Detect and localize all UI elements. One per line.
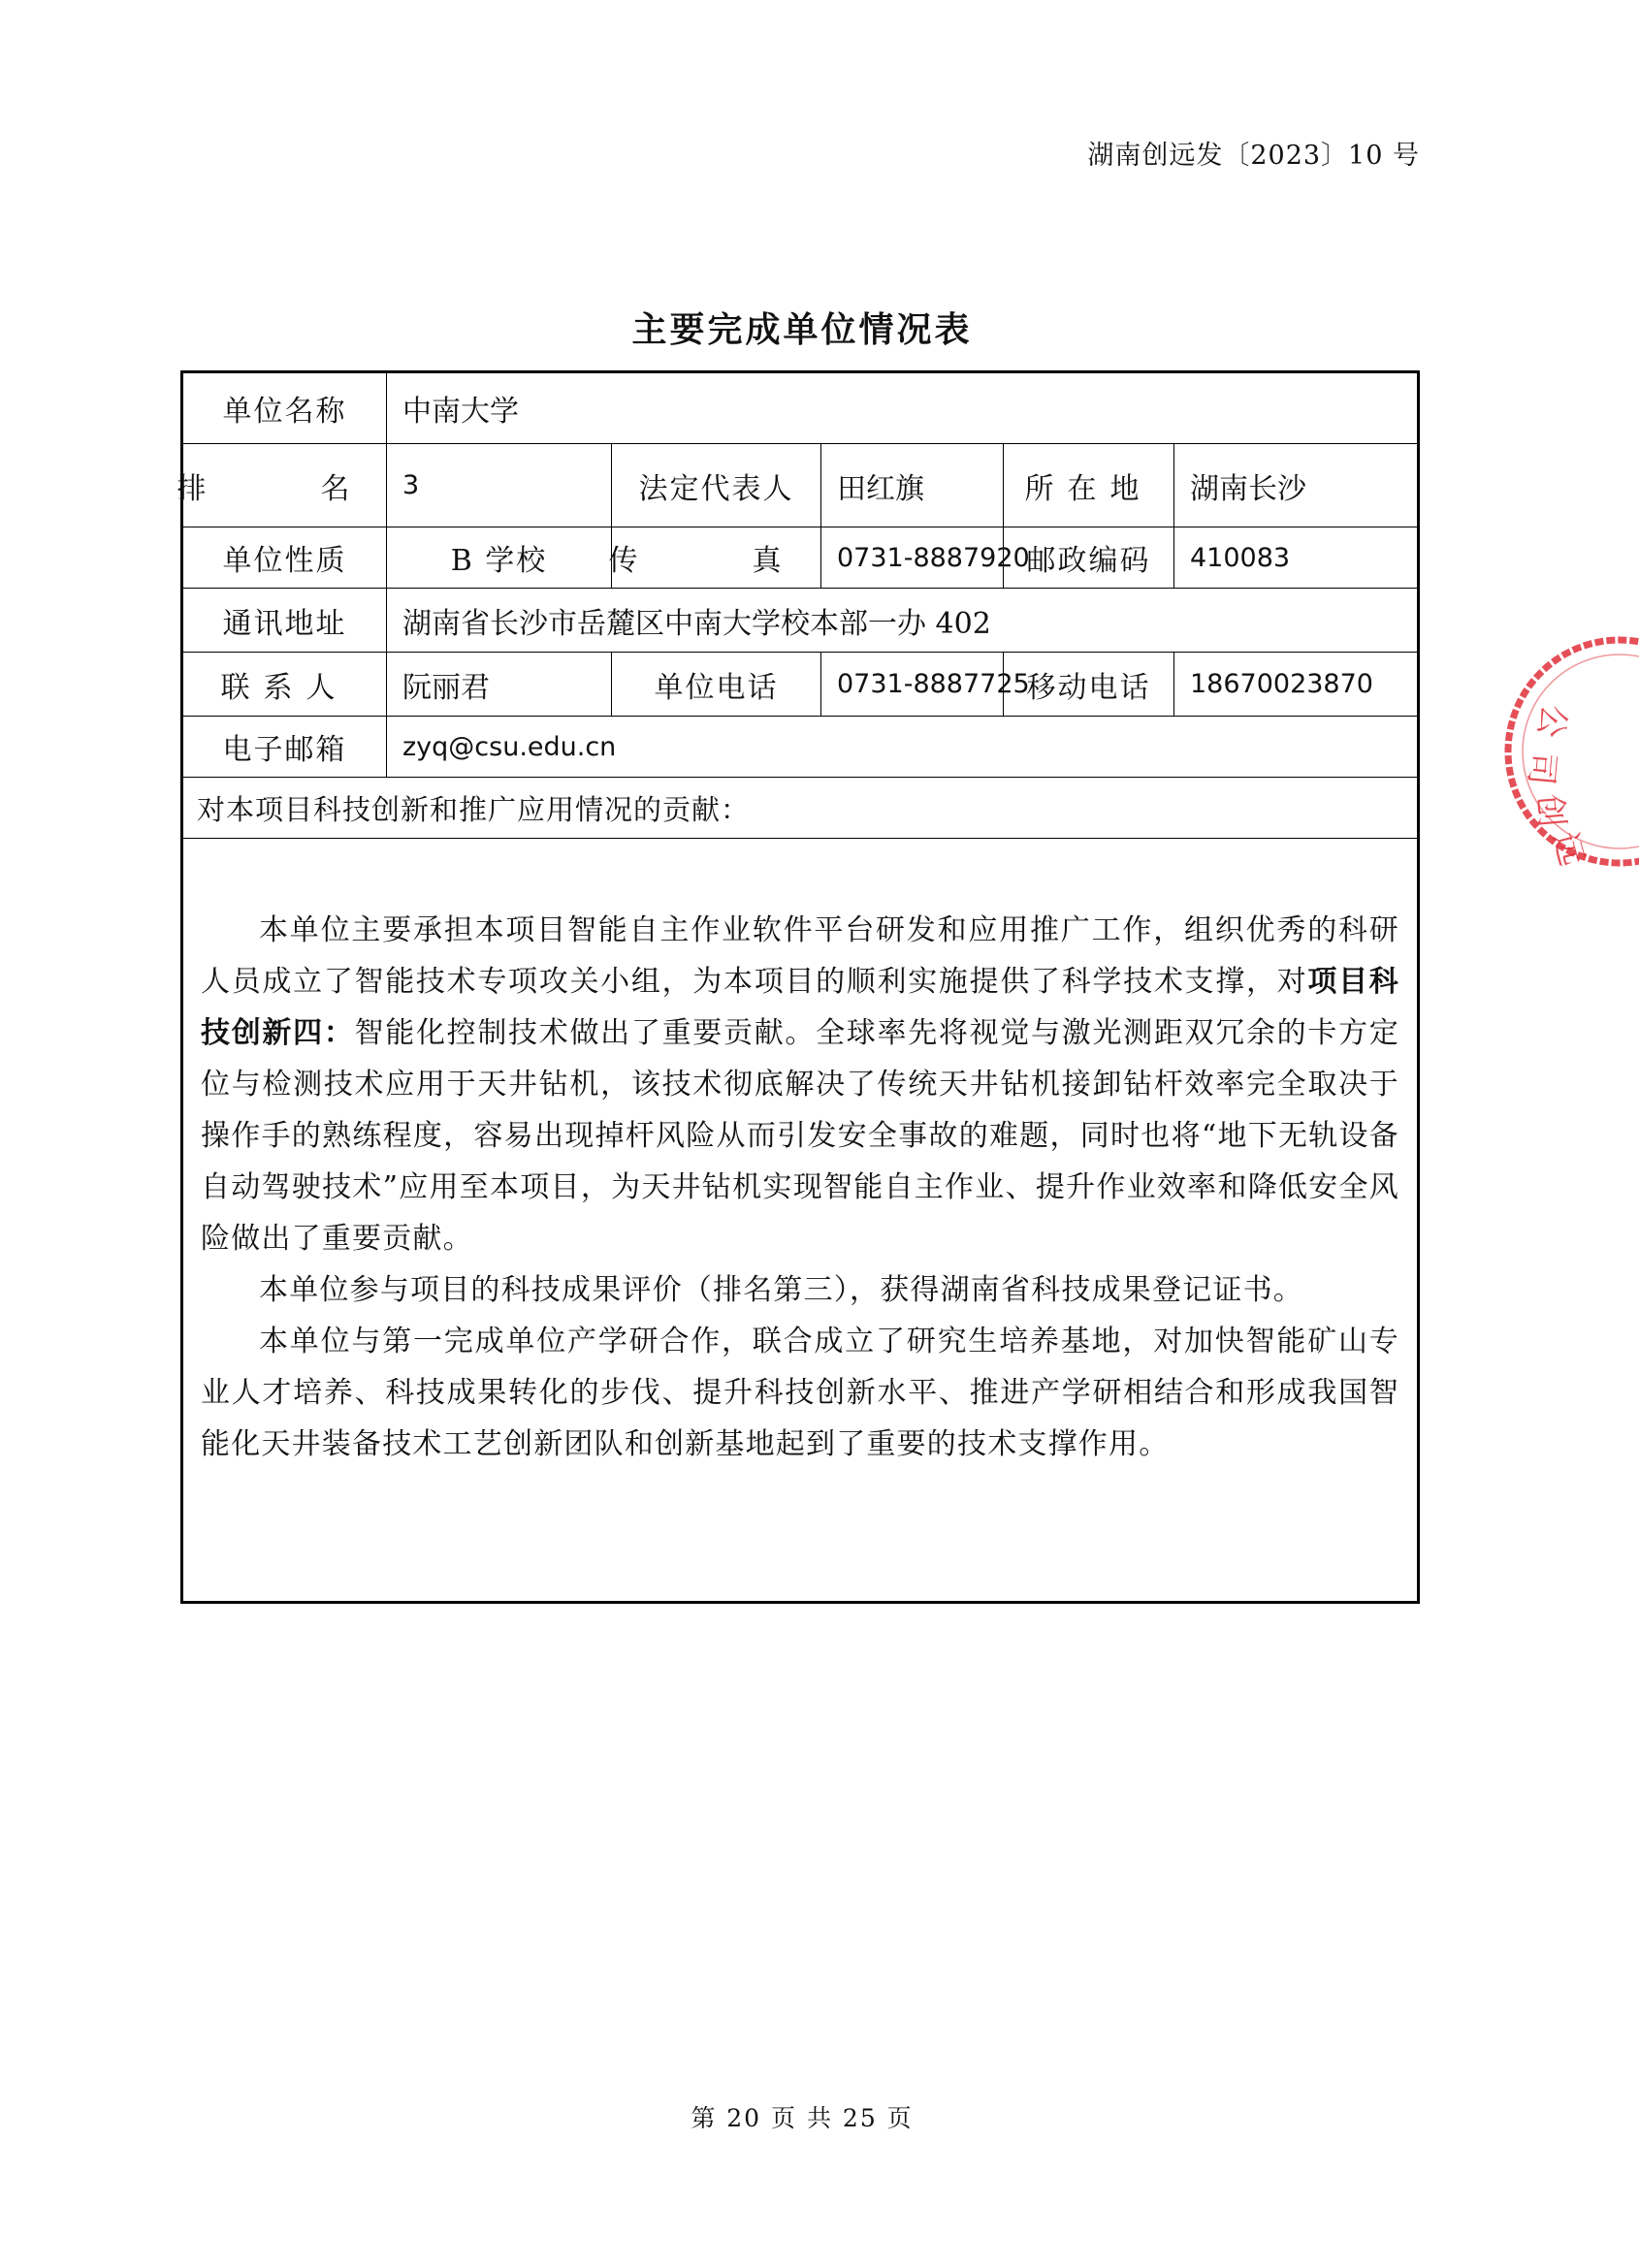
mobile-label: 移动电话 <box>1004 653 1174 716</box>
legal-rep-label: 法定代表人 <box>612 444 821 527</box>
document-number: 湖南创远发〔2023〕10 号 <box>1087 141 1420 171</box>
contribution-paragraph-3: 本单位与第一完成单位产学研合作，联合成立了研究生培养基地，对加快智能矿山专业人才培养、科技成果转化的步伐、提升科技创新水平、推进产学研相结合和形成我国智能化天井装备技术工艺创新团队和创新基地起到了重要的技术支撑作用。 <box>201 1325 1399 1461</box>
unit-info-form <box>177 370 1420 1604</box>
contact-label: 联系人 <box>183 653 387 716</box>
mobile-value: 18670023870 <box>1190 669 1373 699</box>
contribution-label: 对本项目科技创新和推广应用情况的贡献： <box>197 792 751 826</box>
unit-phone-label: 单位电话 <box>612 653 821 716</box>
row-address <box>183 589 1417 653</box>
svg-text:司: 司 <box>1521 751 1562 787</box>
svg-text:公: 公 <box>1529 701 1574 741</box>
rank-value: 3 <box>387 444 612 527</box>
page-footer: 第 20 页 共 25 页 <box>691 2104 914 2132</box>
address-label: 通讯地址 <box>183 589 387 652</box>
location-label: 所在地 <box>1004 444 1174 527</box>
contribution-text <box>201 905 1399 1470</box>
fax-value: 0731-8887920 <box>821 527 1004 588</box>
svg-text:创: 创 <box>1529 792 1571 829</box>
page-title: 主要完成单位情况表 <box>631 309 973 350</box>
paragraph-1-text-b: 智能化控制技术做出了重要贡献。全球率先将视觉与激光测距双冗余的卡方定位与检测技术应用于天井钻机，该技术彻底解决了传统天井钻机接卸钻杆效率完全取决于操作手的熟练程度，容易出现掉杆风险从而引发安全事故的难题，同时也将“地下无轨设备自动驾驶技术”应用至本项目，为天井钻机实现智能自主作业、提升作业效率和降低安全风险做出了重要贡献。 <box>201 1016 1399 1256</box>
row-unit-nature <box>183 527 1417 589</box>
unit-name-label: 单位名称 <box>183 373 387 443</box>
contribution-paragraph-2: 本单位参与项目的科技成果评价（排名第三），获得湖南省科技成果登记证书。 <box>259 1273 1303 1307</box>
row-unit-name <box>183 373 1417 444</box>
paragraph-1-text-a: 本单位主要承担本项目智能自主作业软件平台研发和应用推广工作，组织优秀的科研人员成立了智能技术专项攻关小组，为本项目的顺利实施提供了科学技术支撑，对 <box>201 913 1399 999</box>
svg-text:远: 远 <box>1545 827 1591 871</box>
legal-rep-value: 田红旗 <box>821 444 1004 527</box>
address-value: 湖南省长沙市岳麓区中南大学校本部一办 402 <box>402 606 991 641</box>
postcode-label: 邮政编码 <box>1004 527 1174 588</box>
postcode-value: 410083 <box>1190 542 1291 573</box>
unit-name-value: 中南大学 <box>402 395 519 429</box>
row-contact <box>183 653 1417 717</box>
unit-nature-value: B 学校 <box>387 527 612 588</box>
contribution-paragraph-1 <box>201 905 1399 1264</box>
contact-value: 阮丽君 <box>387 653 612 716</box>
location-value: 湖南长沙 <box>1190 471 1306 506</box>
unit-nature-label: 单位性质 <box>183 527 387 588</box>
row-email <box>183 717 1417 778</box>
official-seal-stamp <box>1494 621 1639 882</box>
row-contribution-header <box>183 778 1417 839</box>
unit-phone-value: 0731-8887725 <box>821 653 1004 716</box>
paragraph-1-bold: 项目科技创新四： <box>201 965 1400 1050</box>
fax-label: 传 真 <box>612 527 821 588</box>
row-rank <box>177 444 1417 527</box>
email-value: zyq@csu.edu.cn <box>402 731 617 762</box>
rank-label: 排 名 <box>183 444 387 527</box>
email-label: 电子邮箱 <box>183 717 387 777</box>
